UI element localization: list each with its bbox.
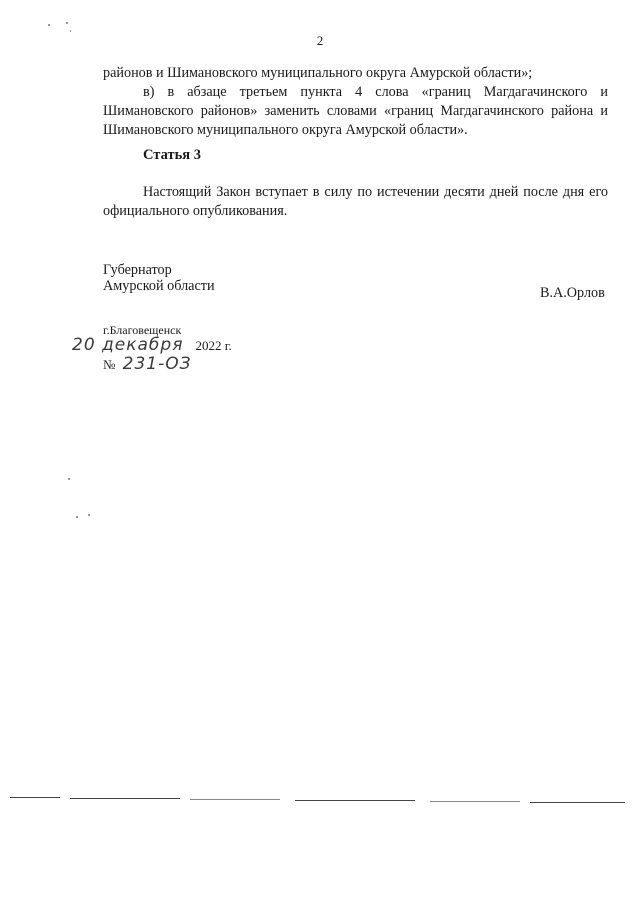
law-number-line (103, 354, 192, 374)
scan-edge-line (70, 798, 180, 799)
signatory-title-line1: Губернатор (103, 262, 172, 278)
article-text: Настоящий Закон вступает в силу по истечении десяти дней после дня его официального опубликования. (103, 184, 608, 219)
scan-speck (68, 478, 70, 480)
signatory-title (103, 262, 215, 294)
paragraph-item-v: в) в абзаце третьем пункта 4 слова «границ Магдагачинского и Шимановского районов» заменить словами «границ Магдагачинского района и Шимановского муниципального округа Амурской области». (103, 84, 608, 138)
scan-edge-line (530, 802, 625, 803)
scan-speck (66, 22, 68, 24)
scan-edge-line (430, 801, 520, 802)
number-sign: № (103, 357, 116, 372)
scan-speck (48, 24, 50, 26)
scan-speck (88, 514, 90, 516)
scan-speck (76, 516, 78, 518)
paragraph-continuation: районов и Шимановского муниципального округа Амурской области»; (103, 65, 533, 81)
scan-edge-line (10, 797, 60, 798)
signatory-name: В.А.Орлов (540, 285, 605, 301)
handwritten-date: 20 декабря (72, 335, 184, 355)
page-number: 2 (316, 33, 324, 48)
handwritten-law-number: 231-ОЗ (122, 354, 192, 374)
signatory-title-line2: Амурской области (103, 278, 215, 294)
date-year: 2022 г. (195, 338, 232, 353)
article-heading: Статья 3 (143, 147, 201, 163)
scan-edge-line (190, 799, 280, 800)
scan-speck (70, 30, 71, 32)
city-label: г.Благовещенск (103, 323, 182, 337)
scan-edge-line (295, 800, 415, 801)
